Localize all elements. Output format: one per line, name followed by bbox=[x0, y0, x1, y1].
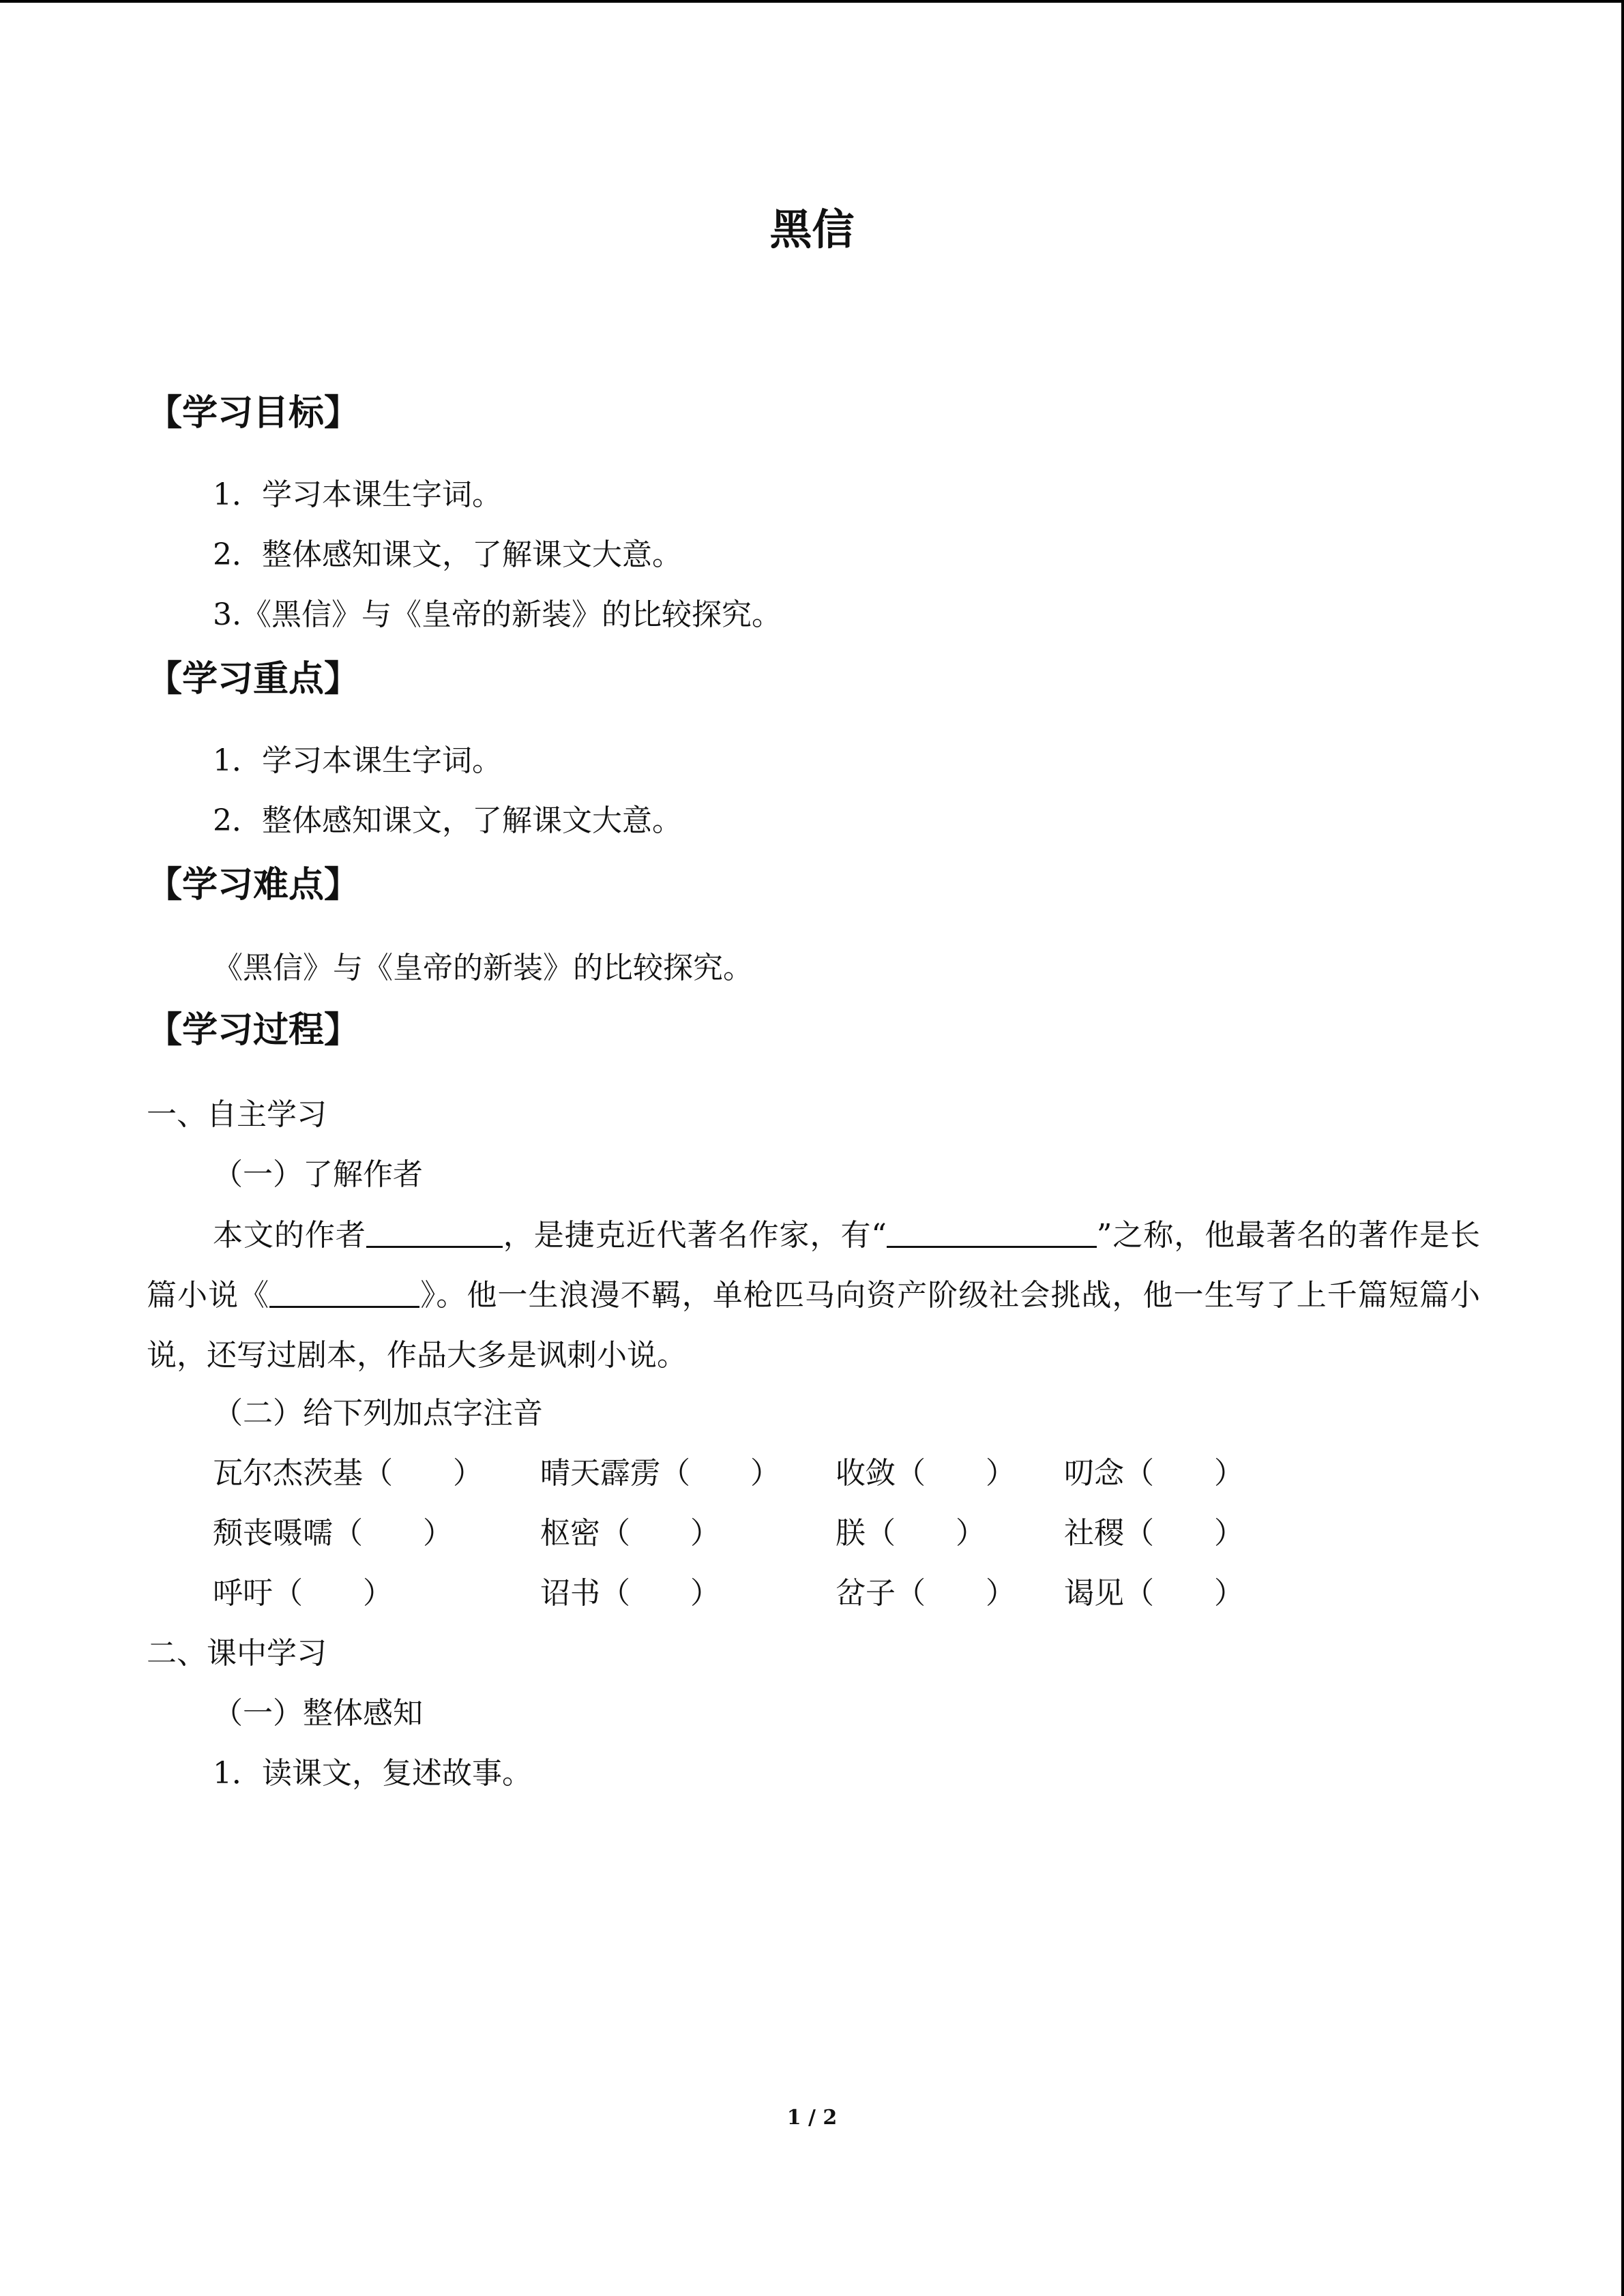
heading-process: 【学习过程】 bbox=[147, 1010, 360, 1051]
pinyin-item: 颓丧嗫嚅（ ） bbox=[213, 1516, 453, 1551]
key-point-item-2: 2．整体感知课文，了解课文大意。 bbox=[213, 803, 682, 838]
pinyin-item: 枢密（ ） bbox=[540, 1516, 720, 1551]
heading-objectives: 【学习目标】 bbox=[147, 393, 360, 434]
pinyin-item: 晴天霹雳（ ） bbox=[540, 1456, 780, 1491]
author-text-1: 本文的作者 bbox=[213, 1218, 366, 1253]
author-paragraph bbox=[147, 1206, 1480, 1386]
page-right-border bbox=[1621, 0, 1624, 2296]
objective-item-1: 1．学习本课生字词。 bbox=[213, 477, 502, 512]
page-number: 1 / 2 bbox=[786, 2106, 838, 2130]
author-title-blank[interactable] bbox=[887, 1219, 1097, 1248]
author-text-2: ，是捷克近代著名作家，有“ bbox=[502, 1218, 887, 1253]
pinyin-item: 岔子（ ） bbox=[836, 1576, 1016, 1611]
author-text-4: 》。他一生浪漫不羁，单枪匹马向资产阶级社会挑战，他一生写了上千篇短篇小说，还写过剧本，作品大多是讽刺小说。 bbox=[147, 1278, 1481, 1373]
part2-sub1-title: （一）整体感知 bbox=[213, 1696, 423, 1731]
pinyin-item: 呼吁（ ） bbox=[213, 1576, 393, 1611]
part1-title: 一、自主学习 bbox=[147, 1097, 327, 1132]
pinyin-item: 叨念（ ） bbox=[1064, 1456, 1244, 1491]
pinyin-item: 诏书（ ） bbox=[540, 1576, 720, 1611]
author-text-3: ”之称，他最著名的著作是长篇小说《 bbox=[147, 1218, 1480, 1313]
document-title: 黑信 bbox=[769, 205, 855, 254]
heading-difficulties: 【学习难点】 bbox=[147, 865, 360, 906]
page-top-border bbox=[0, 0, 1624, 3]
author-name-blank[interactable] bbox=[366, 1219, 503, 1248]
pinyin-item: 瓦尔杰茨基（ ） bbox=[213, 1456, 483, 1491]
pinyin-item: 谒见（ ） bbox=[1064, 1576, 1244, 1611]
pinyin-item: 朕（ ） bbox=[836, 1516, 986, 1551]
part2-title: 二、课中学习 bbox=[147, 1636, 327, 1671]
key-point-item-1: 1．学习本课生字词。 bbox=[213, 743, 502, 778]
objective-item-2: 2．整体感知课文，了解课文大意。 bbox=[213, 537, 682, 572]
part2-item-1: 1．读课文，复述故事。 bbox=[213, 1756, 532, 1791]
part1-sub2-title: （二）给下列加点字注音 bbox=[213, 1396, 543, 1431]
heading-key-points: 【学习重点】 bbox=[147, 659, 360, 700]
part1-sub1-title: （一）了解作者 bbox=[213, 1157, 423, 1192]
pinyin-item: 社稷（ ） bbox=[1064, 1516, 1244, 1551]
pinyin-item: 收敛（ ） bbox=[836, 1456, 1016, 1491]
objective-item-3: 3.《黑信》与《皇帝的新装》的比较探究。 bbox=[213, 597, 782, 632]
novel-title-blank[interactable] bbox=[269, 1279, 419, 1308]
difficulty-text: 《黑信》与《皇帝的新装》的比较探究。 bbox=[213, 951, 753, 985]
